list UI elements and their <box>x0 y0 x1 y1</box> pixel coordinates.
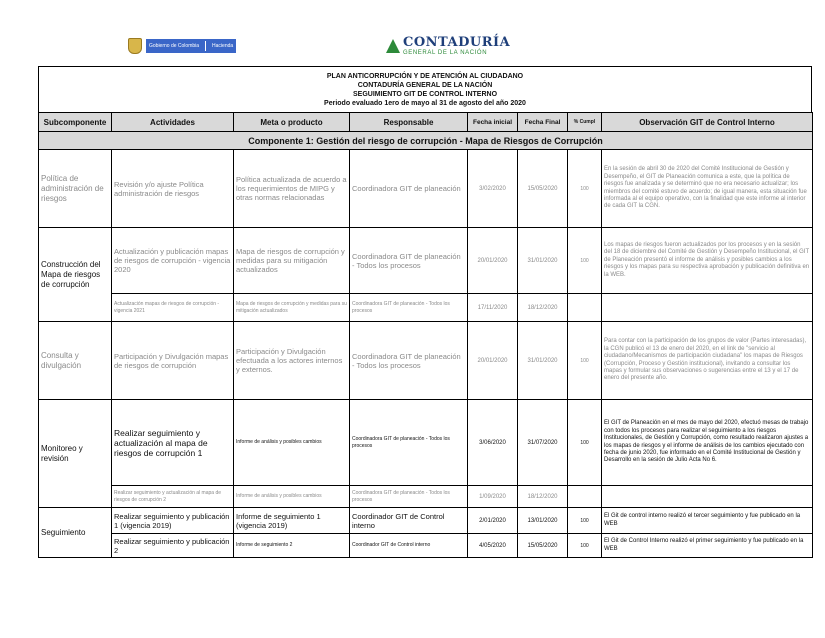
cell-subcomponente: Monitoreo y revisión <box>39 400 112 508</box>
tracking-table <box>38 112 813 558</box>
cell-actividad: Participación y Divulgación mapas de riesgos de corrupción <box>112 322 234 400</box>
cell-observacion <box>602 294 813 322</box>
cell-cumplimiento: 100 <box>568 400 602 486</box>
col-actividades: Actividades <box>112 113 234 132</box>
cell-fecha-final: 31/01/2020 <box>518 322 568 400</box>
cell-fecha-inicial: 3/06/2020 <box>468 400 518 486</box>
cell-responsable: Coordinadora GIT de planeación - Todos los procesos <box>350 400 468 486</box>
cell-fecha-final: 18/12/2020 <box>518 486 568 508</box>
cell-fecha-final: 31/01/2020 <box>518 228 568 294</box>
cgn-mark-icon <box>386 39 400 53</box>
cell-observacion <box>602 486 813 508</box>
col-fecha-final: Fecha Final <box>518 113 568 132</box>
cgn-logo-name: CONTADURÍA <box>403 35 511 50</box>
col-subcomponente: Subcomponente <box>39 113 112 132</box>
cell-observacion: Los mapas de riesgos fueron actualizados por los procesos y en la sesión del 18 de diciembre del Comité de Gestión y Desempeño Institucional, el GIT de Planeación presentó el informe de análisis y posibles cambios a los riesgos y los mapas para su respectiva aprobación y publicación definitiva en la WEB. <box>602 228 813 294</box>
component-title: Componente 1: Gestión del riesgo de corrupción - Mapa de Riesgos de Corrupción <box>39 132 813 150</box>
cell-meta: Informe de análisis y posibles cambios <box>234 486 350 508</box>
cell-fecha-final: 18/12/2020 <box>518 294 568 322</box>
cell-subcomponente: Política de administración de riesgos <box>39 150 112 228</box>
document-body <box>38 66 812 558</box>
cell-subcomponente: Consulta y divulgación <box>39 322 112 400</box>
col-fecha-inicial: Fecha inicial <box>468 113 518 132</box>
header-line-4: Periodo evaluado 1ero de mayo al 31 de agosto del año 2020 <box>324 100 526 107</box>
table-row <box>39 486 813 508</box>
table-row <box>39 294 813 322</box>
cell-responsable: Coordinador GIT de Control interno <box>350 508 468 534</box>
table-row <box>39 400 813 486</box>
cell-responsable: Coordinadora GIT de planeación - Todos los procesos <box>350 322 468 400</box>
cell-fecha-final: 13/01/2020 <box>518 508 568 534</box>
cell-cumplimiento: 100 <box>568 228 602 294</box>
cell-actividad: Revisión y/o ajuste Política administración de riesgos <box>112 150 234 228</box>
logo-header <box>0 0 825 62</box>
cell-cumplimiento: 100 <box>568 150 602 228</box>
cell-actividad: Realizar seguimiento y actualización al mapa de riesgos de corrupción 1 <box>112 400 234 486</box>
header-line-1: PLAN ANTICORRUPCIÓN Y DE ATENCIÓN AL CIUDADANO <box>326 73 524 80</box>
cell-observacion: En la sesión de abril 30 de 2020 del Comité Institucional de Gestión y Desempeño, el GIT de Planeación comunica a este, que la política de riesgos fue analizada y se determinó que no era necesario actualizar; los miembros del comité estuvo de acuerdo; de igual manera, esta situación fue informada al el equipo operativo, con la finalidad que este informe al interior de cada GIT la CGN. <box>602 150 813 228</box>
cell-actividad: Actualización mapas de riesgos de corrupción - vigencia 2021 <box>112 294 234 322</box>
cell-subcomponente: Seguimiento <box>39 508 112 558</box>
table-row <box>39 534 813 558</box>
government-logo-text: Gobierno de Colombia <box>149 43 200 49</box>
cell-fecha-inicial: 4/05/2020 <box>468 534 518 558</box>
cell-fecha-inicial: 20/01/2020 <box>468 228 518 294</box>
cell-actividad: Realizar seguimiento y actualización al mapa de riesgos de corrupción 2 <box>112 486 234 508</box>
cell-meta: Informe de seguimiento 1 (vigencia 2019) <box>234 508 350 534</box>
cell-cumplimiento: 100 <box>568 322 602 400</box>
cell-subcomponente: Construcción del Mapa de riesgos de corrupción <box>39 228 112 322</box>
cell-actividad: Realizar seguimiento y publicación 1 (vigencia 2019) <box>112 508 234 534</box>
cell-cumplimiento <box>568 294 602 322</box>
cell-fecha-inicial: 1/09/2020 <box>468 486 518 508</box>
table-header-row <box>39 113 813 132</box>
cell-responsable: Coordinadora GIT de planeación - Todos los procesos <box>350 294 468 322</box>
cell-cumplimiento <box>568 486 602 508</box>
table-row <box>39 322 813 400</box>
cell-observacion: El GIT de Planeación en el mes de mayo del 2020, efectuó mesas de trabajo con todos los procesos para realizar el seguimiento a los riesgos Institucionales, de Gestión y Corrupción, como resultado realizaron ajustes a los mapas de riesgos y el informe de análisis de los cambios ejecutado con fecha de junio 2020, fue informado en el Comité Institucional de Gestión y Desarrollo en la sesión de Julio Acta No 6. <box>602 400 813 486</box>
cell-observacion: El Git de Control Interno realizó el primer seguimiento y fue publicado en la WEB <box>602 534 813 558</box>
cell-cumplimiento: 100 <box>568 508 602 534</box>
cell-meta: Informe de seguimiento 2 <box>234 534 350 558</box>
cell-observacion: El Git de control interno realizó el tercer seguimiento y fue publicado en la WEB <box>602 508 813 534</box>
cell-fecha-inicial: 2/01/2020 <box>468 508 518 534</box>
cell-actividad: Realizar seguimiento y publicación 2 <box>112 534 234 558</box>
col-cumplimiento: % Cumpl <box>568 113 602 132</box>
cell-observacion: Para contar con la participación de los grupos de valor (Partes interesadas), la CGN publicó el 13 de enero del 2020, en el link de "servicio al ciudadano/Mecanismos de participación ciudadana" los mapas de Riesgos (Corrupción, Proceso y Gestión institucional), invitando a consultar los mapas y formular sus observaciones o sugerencias entre el 13 y el 17 de enero del presente año. <box>602 322 813 400</box>
cgn-logo <box>386 36 510 56</box>
government-logo <box>128 38 236 54</box>
cell-meta: Mapa de riesgos de corrupción y medidas para su mitigación actualizados <box>234 294 350 322</box>
col-observacion: Observación GIT de Control Interno <box>602 113 813 132</box>
cell-meta: Mapa de riesgos de corrupción y medidas para su mitigación actualizados <box>234 228 350 294</box>
component-row <box>39 132 813 150</box>
col-responsable: Responsable <box>350 113 468 132</box>
cell-responsable: Coordinadora GIT de planeación <box>350 150 468 228</box>
cell-fecha-final: 15/05/2020 <box>518 534 568 558</box>
cell-fecha-inicial: 20/01/2020 <box>468 322 518 400</box>
cell-fecha-inicial: 17/11/2020 <box>468 294 518 322</box>
table-row <box>39 228 813 294</box>
government-logo-bar <box>146 39 236 53</box>
cell-actividad: Actualización y publicación mapas de riesgos de corrupción - vigencia 2020 <box>112 228 234 294</box>
cell-responsable: Coordinadora GIT de planeación - Todos los procesos <box>350 228 468 294</box>
cell-fecha-inicial: 3/02/2020 <box>468 150 518 228</box>
cell-responsable: Coordinadora GIT de planeación - Todos los procesos <box>350 486 468 508</box>
cell-meta: Participación y Divulgación efectuada a los actores internos y externos. <box>234 322 350 400</box>
header-line-2: CONTADURÍA GENERAL DE LA NACIÓN <box>357 82 493 89</box>
coat-of-arms-icon <box>128 38 142 54</box>
cell-meta: Informe de análisis y posibles cambios <box>234 400 350 486</box>
table-row <box>39 508 813 534</box>
cell-fecha-final: 15/05/2020 <box>518 150 568 228</box>
table-row <box>39 150 813 228</box>
header-line-3: SEGUIMIENTO GIT DE CONTROL INTERNO <box>352 91 498 98</box>
cell-responsable: Coordinador GIT de Control interno <box>350 534 468 558</box>
cell-cumplimiento: 100 <box>568 534 602 558</box>
cell-fecha-final: 31/07/2020 <box>518 400 568 486</box>
ministry-logo-text: Hacienda <box>212 43 234 49</box>
cell-meta: Política actualizada de acuerdo a los requerimientos de MIPG y otras normas relacionadas <box>234 150 350 228</box>
col-meta: Meta o producto <box>234 113 350 132</box>
cgn-logo-subtitle: GENERAL DE LA NACIÓN <box>403 50 488 56</box>
document-header <box>38 66 812 112</box>
